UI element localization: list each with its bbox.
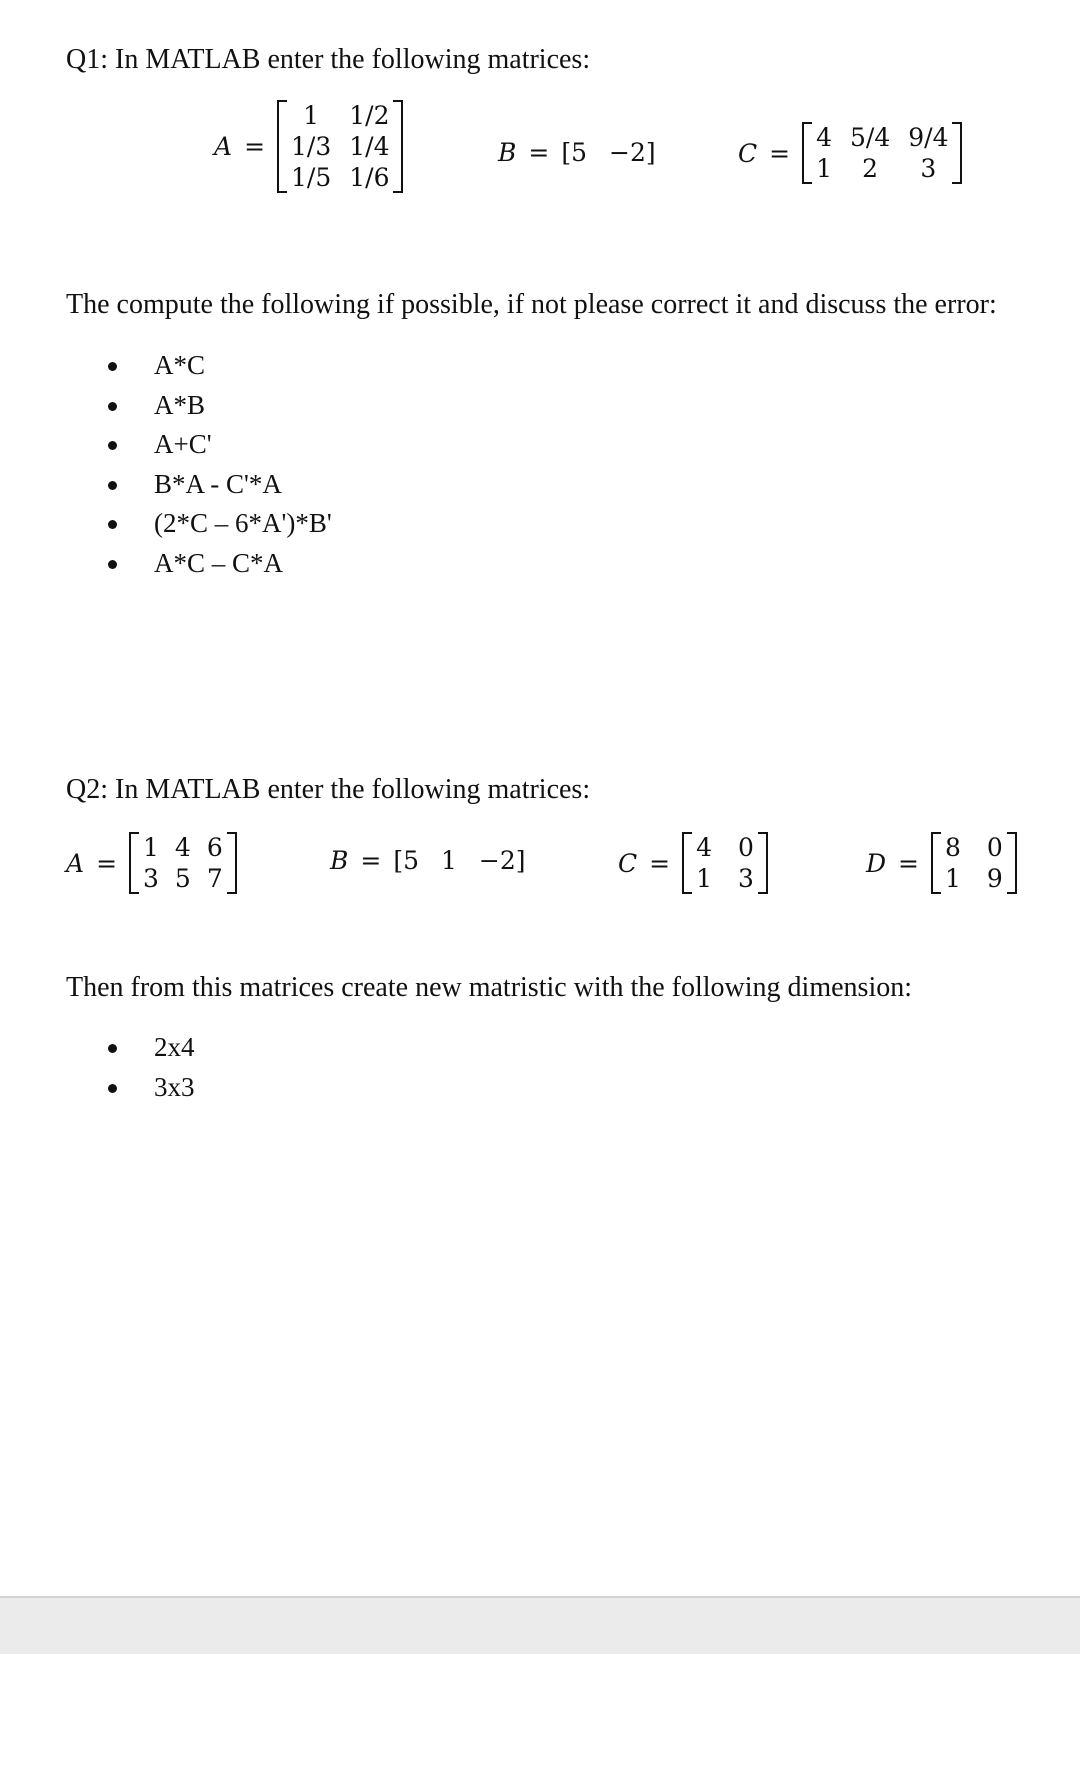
q2-matrix-b: B = [ 5 1 −2 ] <box>330 846 526 875</box>
matrix-cell: 6 <box>206 833 223 862</box>
equals-sign: = <box>528 138 550 167</box>
q1-matrix-b: B = [ 5 −2 ] <box>498 138 656 167</box>
page-gap <box>0 1596 1080 1654</box>
matrix-cell: 1 <box>945 864 961 893</box>
q2-matrix-a <box>66 832 237 894</box>
matrix-cell: 3 <box>920 154 937 183</box>
list-item: 3x3 <box>108 1068 195 1108</box>
q1-matrix-c-label: C <box>738 138 758 168</box>
right-bracket <box>227 832 237 894</box>
matrix-cell: 1 <box>441 846 457 875</box>
q1-matrix-b-label: B <box>498 138 517 167</box>
matrix-cell: 1/3 <box>291 132 332 161</box>
list-item: B*A - C'*A <box>108 465 332 505</box>
matrix-cell: 5 <box>403 846 419 875</box>
left-bracket <box>277 100 287 193</box>
q2-title: Q2: In MATLAB enter the following matrices: <box>66 774 591 805</box>
list-item: 2x4 <box>108 1028 195 1068</box>
q2-matrix-d-label: D <box>866 848 887 878</box>
left-bracket <box>129 832 139 894</box>
q2-task-list <box>108 1028 195 1107</box>
matrix-cell: 1/2 <box>349 101 390 130</box>
matrix-cell: 1 <box>696 864 712 893</box>
list-item: (2*C – 6*A')*B' <box>108 504 332 544</box>
q1-matrix-a <box>214 100 403 193</box>
matrix-cell: 3 <box>738 864 754 893</box>
matrix-cell: −2 <box>478 846 516 875</box>
matrix-cell: 4 <box>816 123 832 152</box>
matrix-cell: 5 <box>174 864 191 893</box>
matrix-cell: 4 <box>174 833 191 862</box>
q2-matrix-c-label: C <box>618 848 638 878</box>
matrix-cell: 2 <box>862 154 879 183</box>
q2-matrix-b-label: B <box>330 846 349 875</box>
q2-matrix-a-label: A <box>66 848 85 878</box>
matrix-cell: −2 <box>609 138 646 167</box>
matrix-cell: 7 <box>206 864 223 893</box>
list-item: A+C' <box>108 425 332 465</box>
matrix-cell: 4 <box>696 833 712 862</box>
q1-title: Q1: In MATLAB enter the following matrices: <box>66 44 591 75</box>
left-bracket <box>682 832 692 894</box>
q1-matrix-c <box>738 122 962 184</box>
matrix-cell: 9/4 <box>908 123 949 152</box>
equals-sign: = <box>96 848 118 878</box>
q1-matrix-a-label: A <box>214 132 233 161</box>
left-bracket <box>931 832 941 894</box>
equals-sign: = <box>360 846 382 875</box>
list-item: A*C – C*A <box>108 544 332 584</box>
left-bracket <box>802 122 812 184</box>
q2-instruction: Then from this matrices create new matristic with the following dimension: <box>66 972 913 1003</box>
matrix-cell: 9 <box>986 864 1003 893</box>
next-page <box>0 1654 1080 1778</box>
matrix-cell: 5/4 <box>850 123 891 152</box>
q1-task-list <box>108 346 332 583</box>
right-bracket <box>393 100 403 193</box>
equals-sign: = <box>769 138 791 168</box>
matrix-cell: 3 <box>143 864 159 893</box>
list-item: A*B <box>108 386 332 426</box>
matrix-cell: 1 <box>816 154 832 183</box>
matrix-cell: 0 <box>738 833 754 862</box>
matrix-cell: 1/5 <box>291 163 332 192</box>
matrix-cell: 5 <box>571 138 587 167</box>
q2-matrix-d <box>866 832 1017 894</box>
matrix-cell: 0 <box>986 833 1003 862</box>
equals-sign: = <box>649 848 671 878</box>
list-item: A*C <box>108 346 332 386</box>
q2-matrix-c <box>618 832 768 894</box>
matrix-cell: 8 <box>945 833 961 862</box>
equals-sign: = <box>244 132 266 161</box>
matrix-cell: 1 <box>303 101 320 130</box>
right-bracket <box>952 122 962 184</box>
right-bracket <box>1007 832 1017 894</box>
q1-instruction: The compute the following if possible, if not please correct it and discuss the error: <box>66 289 997 320</box>
matrix-cell: 1 <box>143 833 159 862</box>
equals-sign: = <box>898 848 919 878</box>
right-bracket <box>758 832 768 894</box>
matrix-cell: 1/4 <box>349 132 390 161</box>
matrix-cell: 1/6 <box>349 163 390 192</box>
